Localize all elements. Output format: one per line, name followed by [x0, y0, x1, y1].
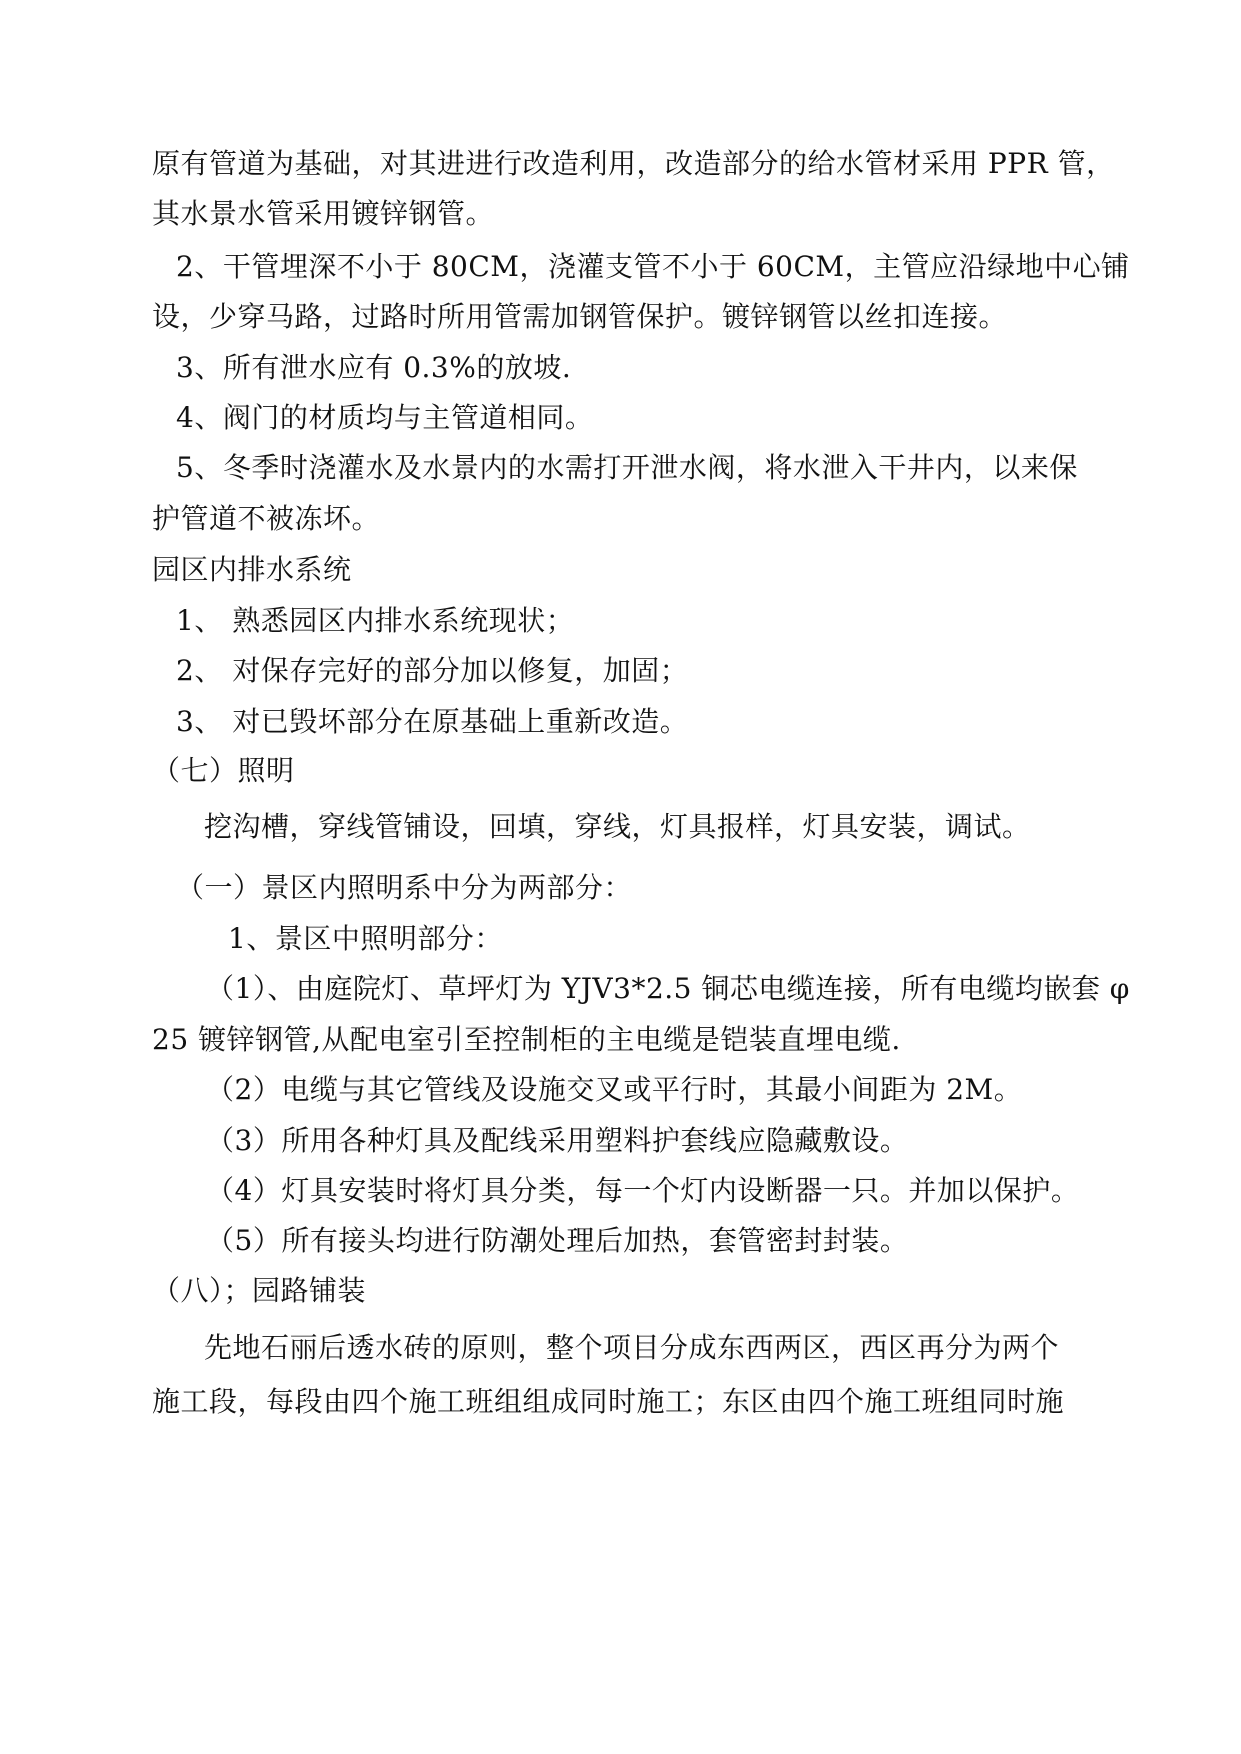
- text-line-14: 挖沟槽，穿线管铺设，回填，穿线，灯具报样，灯具安装，调试。: [204, 810, 1031, 843]
- text-line-16: 1、景区中照明部分：: [228, 922, 503, 955]
- text-line-2: 其水景水管采用镀锌钢管。: [152, 197, 495, 230]
- text-line-6: 4、阀门的材质均与主管道相同。: [176, 401, 594, 434]
- text-line-8: 护管道不被冻坏。: [152, 502, 381, 535]
- text-line-4: 设，少穿马路，过路时所用管需加钢管保护。镀锌钢管以丝扣连接。: [152, 300, 1008, 333]
- text-line-11: 2、 对保存完好的部分加以修复，加固；: [176, 654, 689, 687]
- text-line-3: 2、干管埋深不小于 80CM，浇灌支管不小于 60CM，主管应沿绿地中心铺: [176, 250, 1130, 283]
- text-line-19: （2）电缆与其它管线及设施交叉或平行时，其最小间距为 2M。: [206, 1073, 1023, 1106]
- section-heading-drainage: 园区内排水系统: [152, 553, 352, 586]
- text-line-25: 施工段，每段由四个施工班组组成同时施工；东区由四个施工班组同时施: [152, 1385, 1065, 1418]
- text-line-17: （1）、由庭院灯、草坪灯为 YJV3*2.5 铜芯电缆连接，所有电缆均嵌套 φ: [206, 972, 1130, 1005]
- text-line-18: 25 镀锌钢管,从配电室引至控制柜的主电缆是铠装直埋电缆.: [152, 1023, 901, 1056]
- section-heading-lighting: （七）照明: [152, 754, 295, 787]
- text-line-21: （4）灯具安装时将灯具分类，每一个灯内设断器一只。并加以保护。: [206, 1174, 1080, 1207]
- text-line-12: 3、 对已毁坏部分在原基础上重新改造。: [176, 705, 689, 738]
- text-line-1: 原有管道为基础，对其进进行改造利用，改造部分的给水管材采用 PPR 管，: [152, 147, 1115, 180]
- text-line-20: （3）所用各种灯具及配线采用塑料护套线应隐藏敷设。: [206, 1124, 909, 1157]
- text-line-7: 5、冬季时浇灌水及水景内的水需打开泄水阀，将水泄入干井内，以来保: [176, 451, 1078, 484]
- text-line-22: （5）所有接头均进行防潮处理后加热，套管密封封装。: [206, 1224, 909, 1257]
- section-heading-paving: （八）；园路铺装: [152, 1274, 367, 1307]
- text-line-24: 先地石丽后透水砖的原则，整个项目分成东西两区，西区再分为两个: [204, 1331, 1060, 1364]
- text-line-5: 3、所有泄水应有 0.3%的放坡.: [176, 351, 572, 384]
- subsection-heading-lighting-parts: （一）景区内照明系中分为两部分：: [176, 871, 633, 904]
- text-line-10: 1、 熟悉园区内排水系统现状；: [176, 604, 575, 637]
